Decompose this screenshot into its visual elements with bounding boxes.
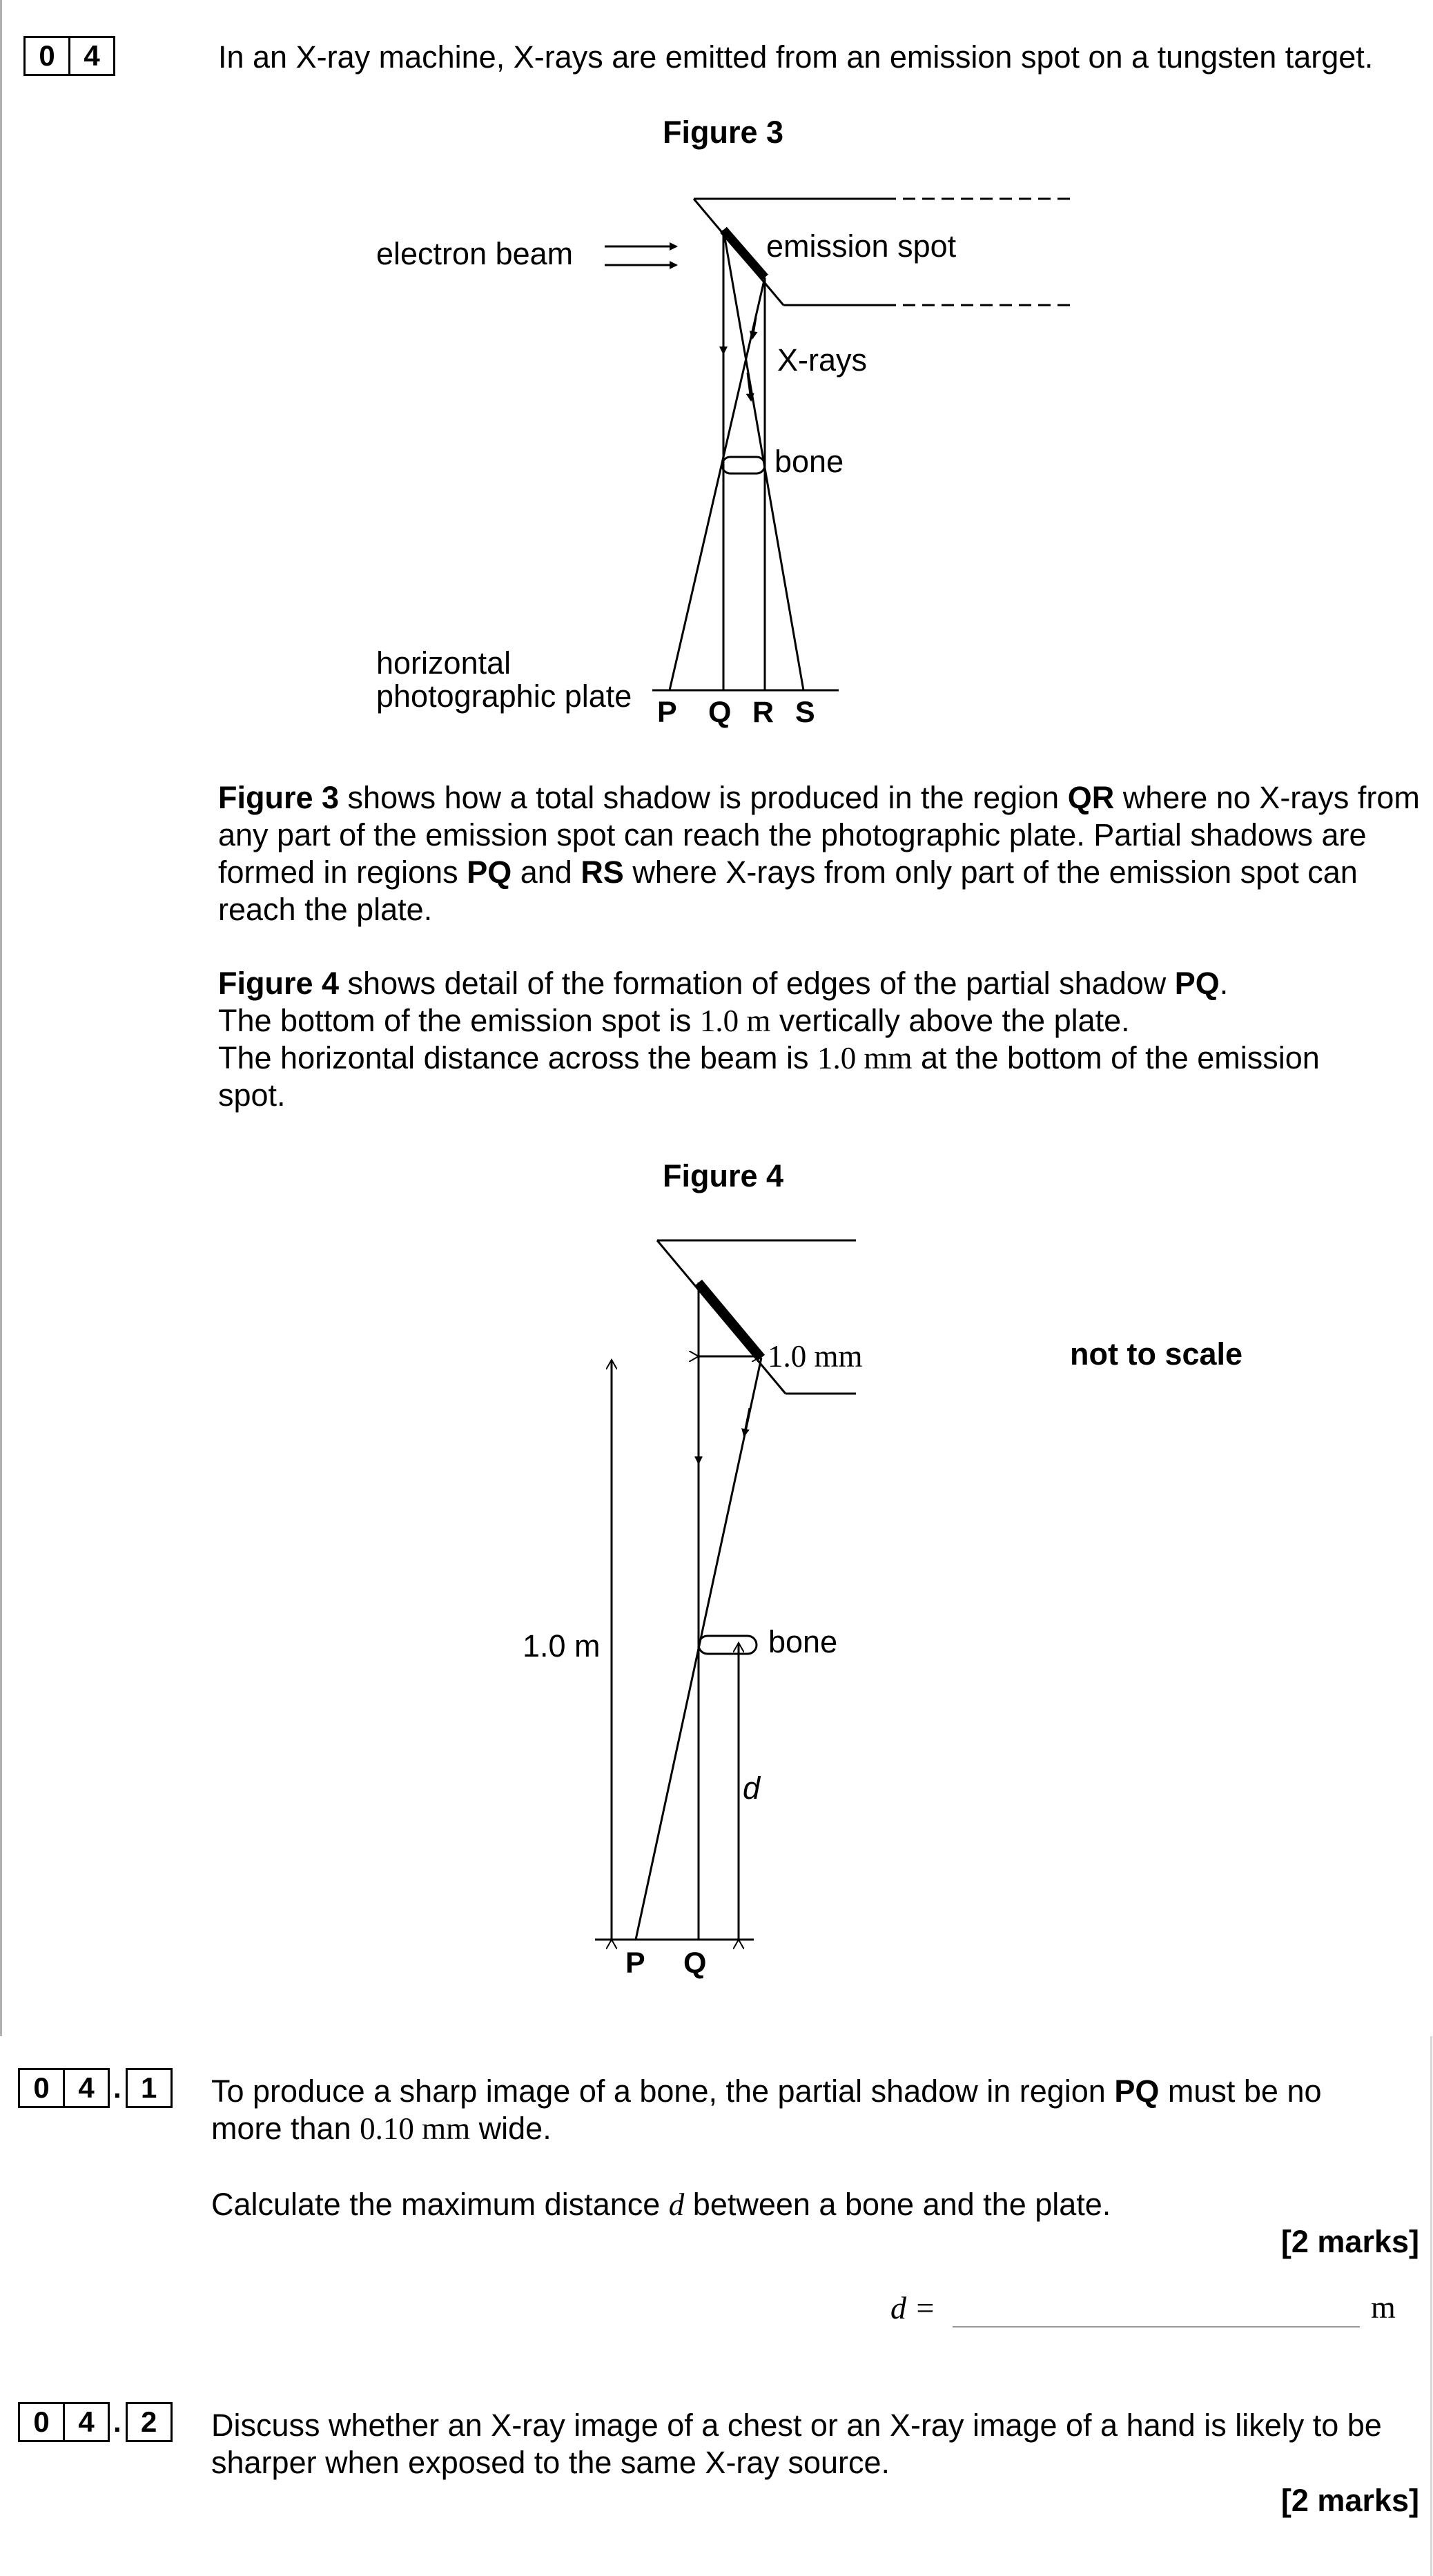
bone-shape [699, 1636, 757, 1654]
figure-3-diagram [0, 0, 1433, 759]
label-d: d [743, 1770, 761, 1806]
label-xrays: X-rays [777, 342, 868, 378]
marks-label: [2 marks] [1280, 2483, 1419, 2518]
figure-3-title: Figure 3 [663, 115, 784, 150]
figure-4-diagram [0, 1173, 1433, 2002]
answer-unit: m [1371, 2290, 1396, 2325]
question-digit: 2 [126, 2402, 173, 2442]
label-bone: bone [768, 1624, 838, 1659]
label-P: P [625, 1946, 645, 1980]
question-041-text: To produce a sharp image of a bone, the partial shadow in region PQ must be no more than 0.10 mm wide. Calculate the maximum distance d between a bone and the plate. [211, 2074, 1322, 2222]
question-digit: 4 [63, 2068, 110, 2108]
ray-p [670, 277, 765, 690]
ray-arrow-2 [744, 1408, 750, 1436]
question-intro: In an X-ray machine, X-rays are emitted from an emission spot on a tungsten target. [218, 39, 1374, 75]
question-digit: 0 [23, 36, 70, 76]
label-m: 1.0 m [523, 1628, 601, 1663]
label-R: R [752, 696, 774, 729]
label-S: S [795, 696, 815, 729]
figure-4-description: Figure 4 shows detail of the formation of edges of the partial shadow PQ. The bottom of the emission spot is 1.0 m vertically above the plate. The horizontal distance across the beam is 1.0 mm at the bottom of the emission spot. [218, 966, 1320, 1113]
margin-rule-right [1430, 2036, 1432, 2576]
label-mm: 1.0 mm [768, 1339, 863, 1374]
question-digit: 4 [68, 36, 115, 76]
question-digit: 4 [63, 2402, 110, 2442]
label-electron-beam: electron beam [376, 236, 574, 271]
bone-shape [722, 457, 765, 474]
target-slope-edge [657, 1240, 786, 1394]
label-plate-2: photographic plate [376, 679, 632, 714]
question-042-text: Discuss whether an X-ray image of a chest or an X-ray image of a hand is likely to be sharper when exposed to the same X-ray source. [211, 2408, 1382, 2480]
question-digit: 1 [126, 2068, 173, 2108]
answer-label: d = [890, 2290, 936, 2325]
label-Q: Q [683, 1946, 707, 1980]
question-number-box: 0 4 . 1 [18, 2068, 170, 2108]
label-plate-1: horizontal [376, 645, 511, 681]
question-number-box: 0 4 . 2 [18, 2402, 170, 2442]
question-digit: 0 [18, 2068, 65, 2108]
label-emission-spot: emission spot [766, 228, 957, 264]
label-P: P [657, 696, 677, 729]
answer-line[interactable] [953, 2326, 1360, 2328]
figure-3-description: Figure 3 shows how a total shadow is produced in the region QR where no X-rays from any part of the emission spot can reach the photographic plate. Partial shadows are formed in regions PQ and RS where X-rays from only part of the emission spot can reach the plate. [218, 780, 1420, 927]
label-bone: bone [774, 444, 844, 479]
not-to-scale-label: not to scale [1070, 1336, 1243, 1372]
question-digit: 0 [18, 2402, 65, 2442]
emission-spot [699, 1282, 761, 1358]
label-Q: Q [708, 696, 732, 729]
marks-label: [2 marks] [1280, 2224, 1419, 2259]
figure-4-title: Figure 4 [663, 1158, 784, 1193]
